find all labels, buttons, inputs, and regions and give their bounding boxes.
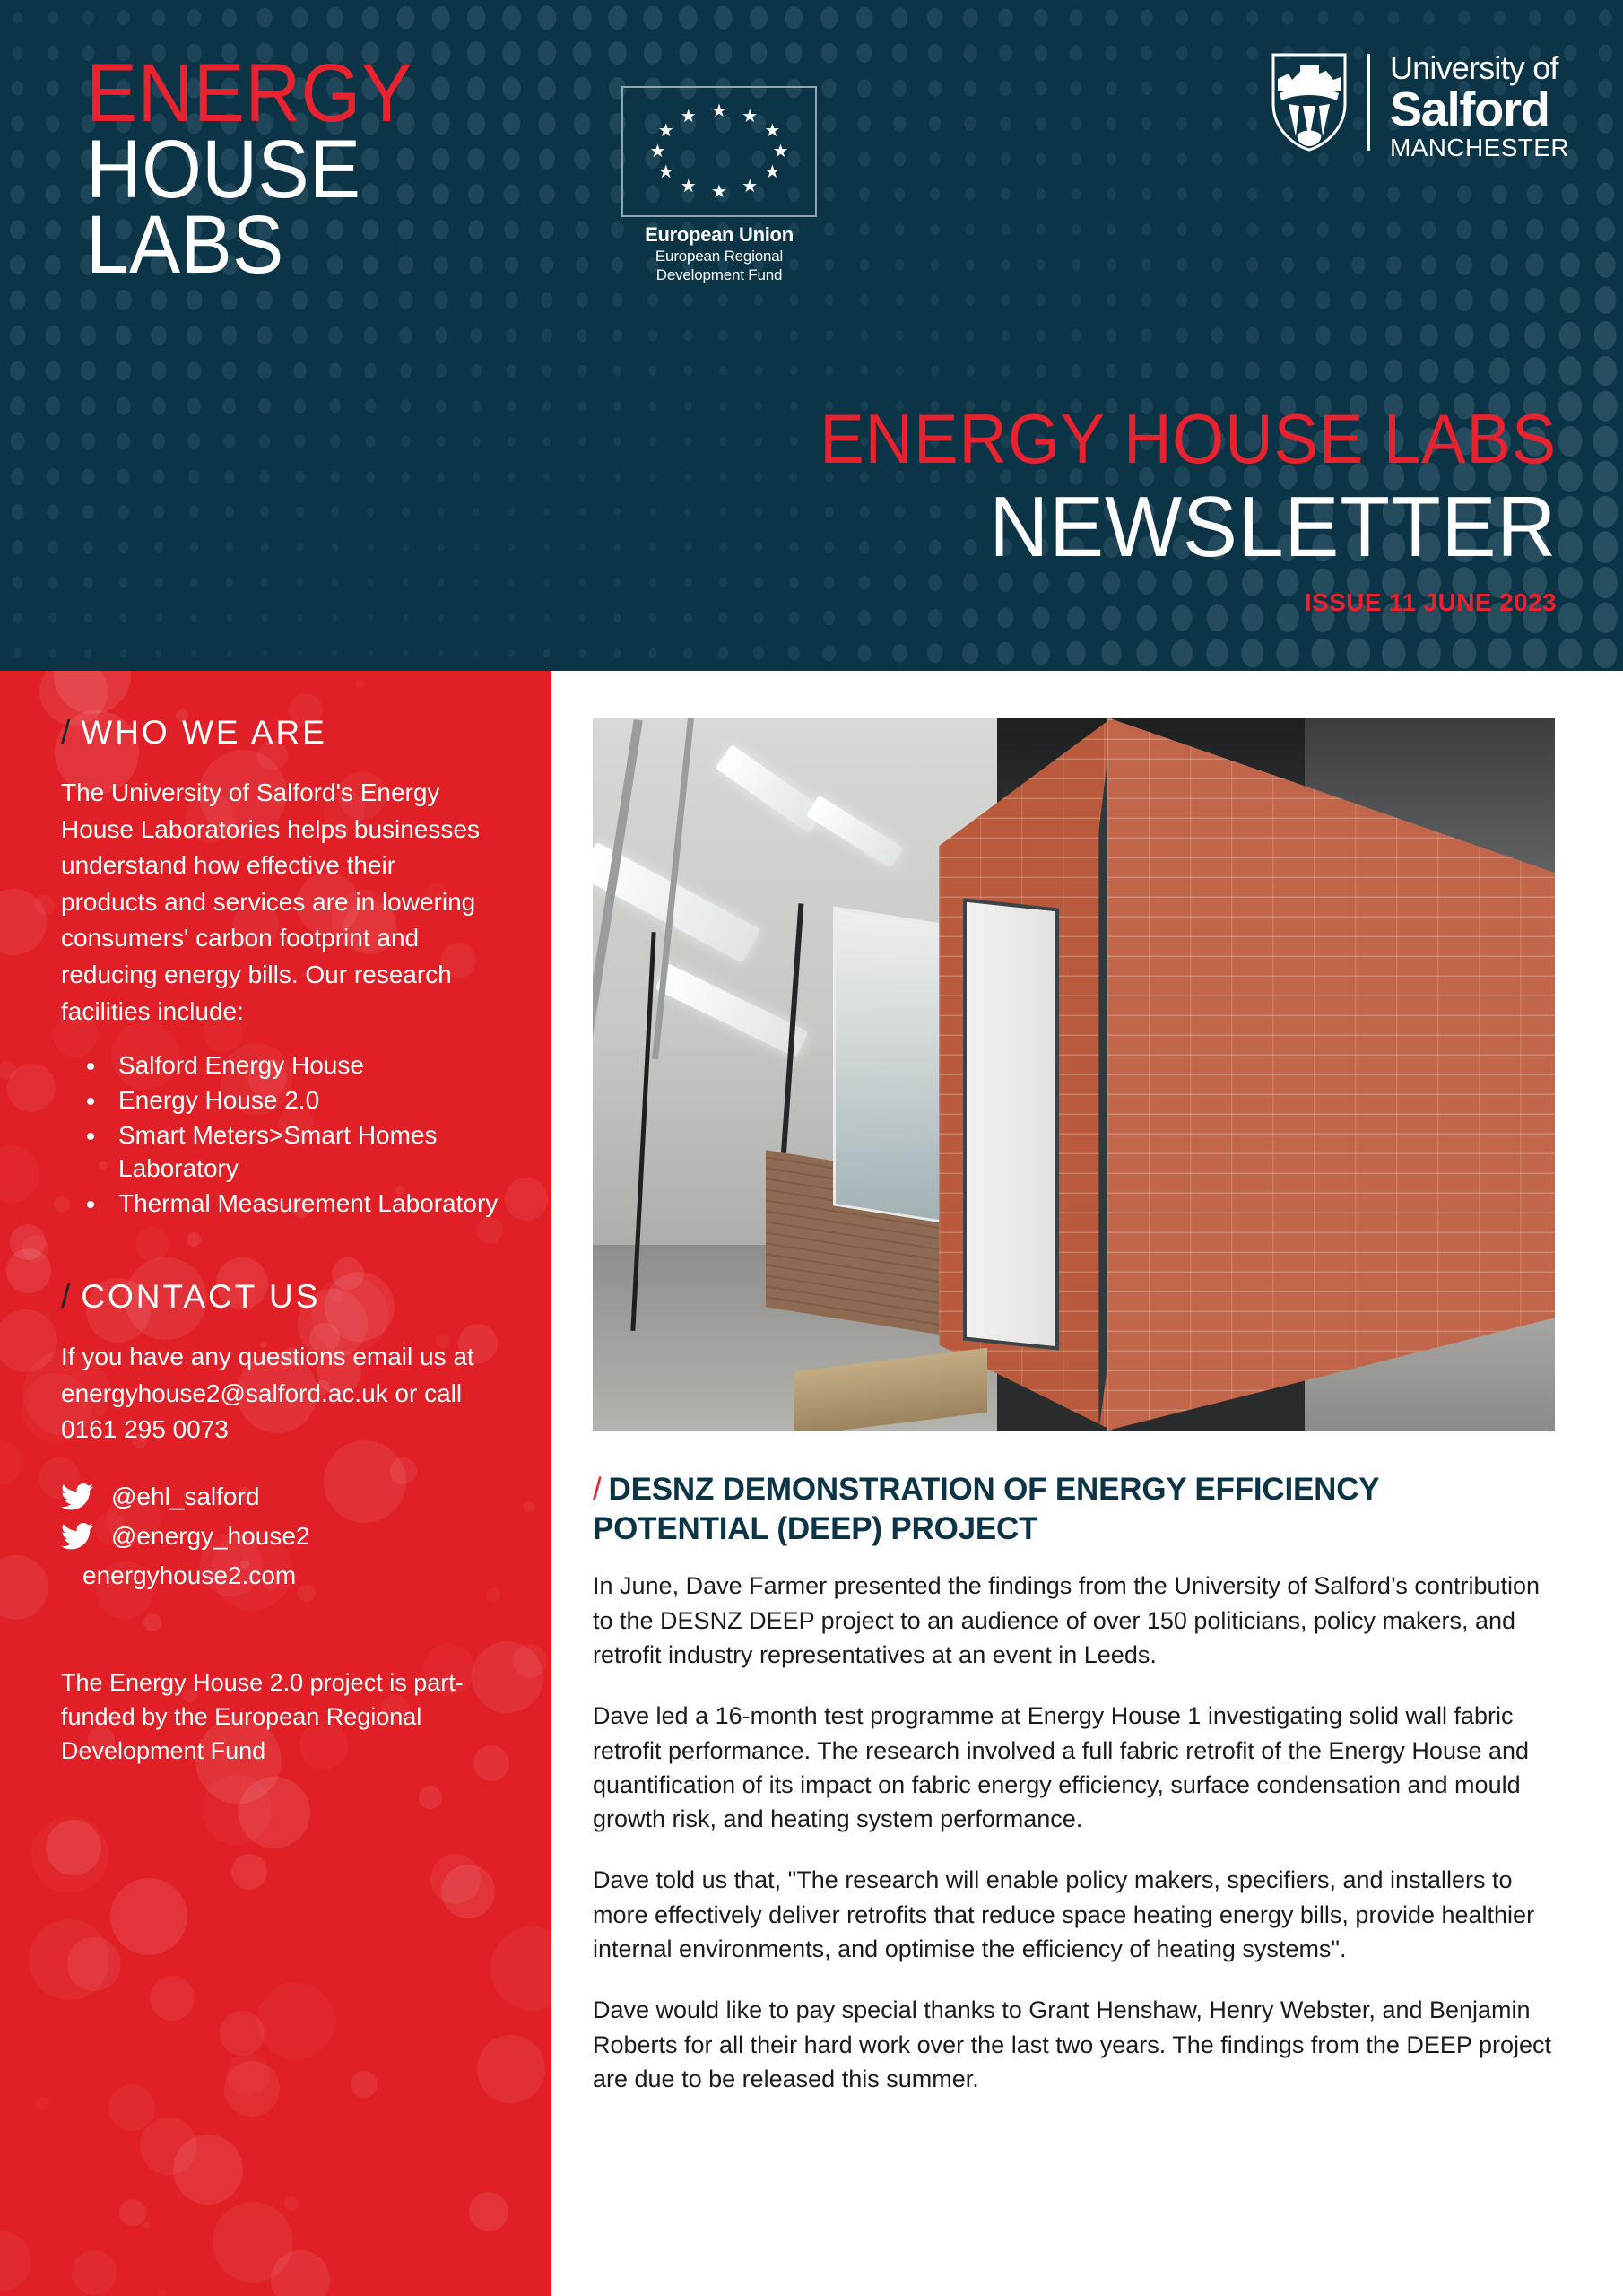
university-of-salford-logo bbox=[1271, 49, 1569, 161]
issue-label: ISSUE 11 JUNE 2023 bbox=[1304, 588, 1557, 616]
funding-note: The Energy House 2.0 project is part-funded by the European Regional Development Fund bbox=[61, 1668, 464, 1765]
eu-star-icon: ★ bbox=[711, 100, 727, 121]
salford-line-salford: Salford bbox=[1389, 83, 1549, 136]
masthead-logo bbox=[86, 48, 438, 291]
contact-us-paragraph: If you have any questions email us at energyhouse2@salford.ac.uk or call 0161 295 0073 bbox=[61, 1342, 474, 1444]
twitter-icon bbox=[61, 1523, 93, 1550]
twitter-handle-energy-house2[interactable] bbox=[61, 1522, 514, 1551]
eu-star-icon: ★ bbox=[680, 106, 697, 126]
article-heading bbox=[593, 1470, 1555, 1549]
eu-star-icon: ★ bbox=[764, 121, 781, 142]
salford-shield-icon bbox=[1271, 52, 1348, 152]
twitter-handle-1-label: @ehl_salford bbox=[111, 1482, 260, 1510]
eu-logo-subtitle-1: European Regional bbox=[655, 248, 784, 265]
article-paragraph: Dave led a 16-month test programme at Energy House 1 investigating solid wall fabric retrofit performance. The research involved a full fabric retrofit of the Energy House and quantification of its impact on fabric energy efficiency, surface condensation and mould growth risk, and heating system performance. bbox=[593, 1702, 1530, 1833]
european-union-logo bbox=[617, 86, 821, 285]
article-paragraph: In June, Dave Farmer presented the findings from the University of Salford’s contribution to the DESNZ DEEP project to an audience of over 150 politicians, policy makers, and retrofit industry representatives at an event in Leeds. bbox=[593, 1572, 1541, 1668]
left-sidebar bbox=[0, 671, 551, 2296]
list-item: • Salford Energy House bbox=[108, 1049, 514, 1083]
article-photo bbox=[593, 718, 1555, 1431]
newsletter-title-line2: NEWSLETTER bbox=[989, 479, 1557, 575]
who-we-are-heading-text: WHO WE ARE bbox=[81, 714, 327, 751]
who-we-are-heading bbox=[61, 714, 514, 752]
contact-us-heading-text: CONTACT US bbox=[81, 1277, 321, 1315]
contact-us-slash: / bbox=[61, 1277, 71, 1315]
photo-scene bbox=[593, 718, 1555, 1431]
article-body bbox=[593, 1470, 1555, 2096]
article-heading-slash: / bbox=[593, 1472, 602, 1507]
front-door bbox=[963, 898, 1059, 1350]
who-we-are-slash: / bbox=[61, 714, 71, 751]
eu-star-icon: ★ bbox=[657, 161, 674, 182]
eu-star-icon: ★ bbox=[711, 182, 727, 203]
salford-wordmark bbox=[1389, 49, 1569, 161]
who-we-are-paragraph: The University of Salford's Energy House Laboratories helps businesses understand how effective their products and services are in lowering consumers' carbon footprint and reducing energy bills. Our research facilities include: bbox=[61, 778, 480, 1025]
list-item: • Thermal Measurement Laboratory bbox=[108, 1187, 514, 1221]
twitter-handle-2-label: @energy_house2 bbox=[111, 1521, 310, 1550]
contact-us-heading bbox=[61, 1278, 514, 1316]
list-item: • Smart Meters>Smart Homes Laboratory bbox=[108, 1119, 514, 1186]
facilities-list bbox=[61, 1049, 514, 1221]
twitter-icon bbox=[61, 1483, 93, 1510]
salford-line-manchester: MANCHESTER bbox=[1389, 134, 1569, 161]
article-paragraph: Dave told us that, "The research will enable policy makers, specifiers, and installers to more effectively deliver retrofits that reduce space heating energy bills, provide healthier internal environments, and optimise the efficiency of heating systems". bbox=[593, 1866, 1535, 1963]
newsletter-title-line1: ENERGY HOUSE LABS bbox=[820, 399, 1557, 478]
masthead-line-labs: LABS bbox=[86, 199, 284, 291]
article-heading-text: DESNZ DEMONSTRATION OF ENERGY EFFICIENCY POTENTIAL (DEEP) PROJECT bbox=[593, 1472, 1379, 1547]
main-column bbox=[551, 671, 1623, 2296]
salford-line-university: University of bbox=[1389, 49, 1558, 86]
eu-star-icon: ★ bbox=[742, 177, 759, 197]
eu-star-icon: ★ bbox=[764, 161, 781, 182]
eu-logo-title: European Union bbox=[645, 223, 794, 246]
logo-divider bbox=[1367, 54, 1370, 151]
website-link[interactable]: energyhouse2.com bbox=[82, 1561, 297, 1589]
article-paragraph: Dave would like to pay special thanks to Grant Henshaw, Henry Webster, and Benjamin Roberts for all their hard work over the last two years. The findings from the DEEP project are due to be released this summer. bbox=[593, 1996, 1551, 2093]
masthead-line-energy: ENERGY bbox=[86, 48, 413, 139]
list-item: • Energy House 2.0 bbox=[108, 1084, 514, 1118]
eu-flag-icon bbox=[621, 86, 817, 217]
eu-logo-subtitle-2: Development Fund bbox=[655, 266, 783, 284]
eu-star-icon: ★ bbox=[680, 177, 697, 197]
eu-star-icon: ★ bbox=[649, 142, 666, 161]
eu-star-icon: ★ bbox=[772, 142, 789, 161]
page-header bbox=[0, 0, 1623, 671]
newsletter-title-block bbox=[781, 399, 1557, 616]
twitter-handle-ehl-salford[interactable] bbox=[61, 1483, 514, 1511]
eu-star-icon: ★ bbox=[742, 106, 759, 126]
eu-star-icon: ★ bbox=[657, 121, 674, 142]
masthead-line-house: HOUSE bbox=[86, 123, 361, 215]
